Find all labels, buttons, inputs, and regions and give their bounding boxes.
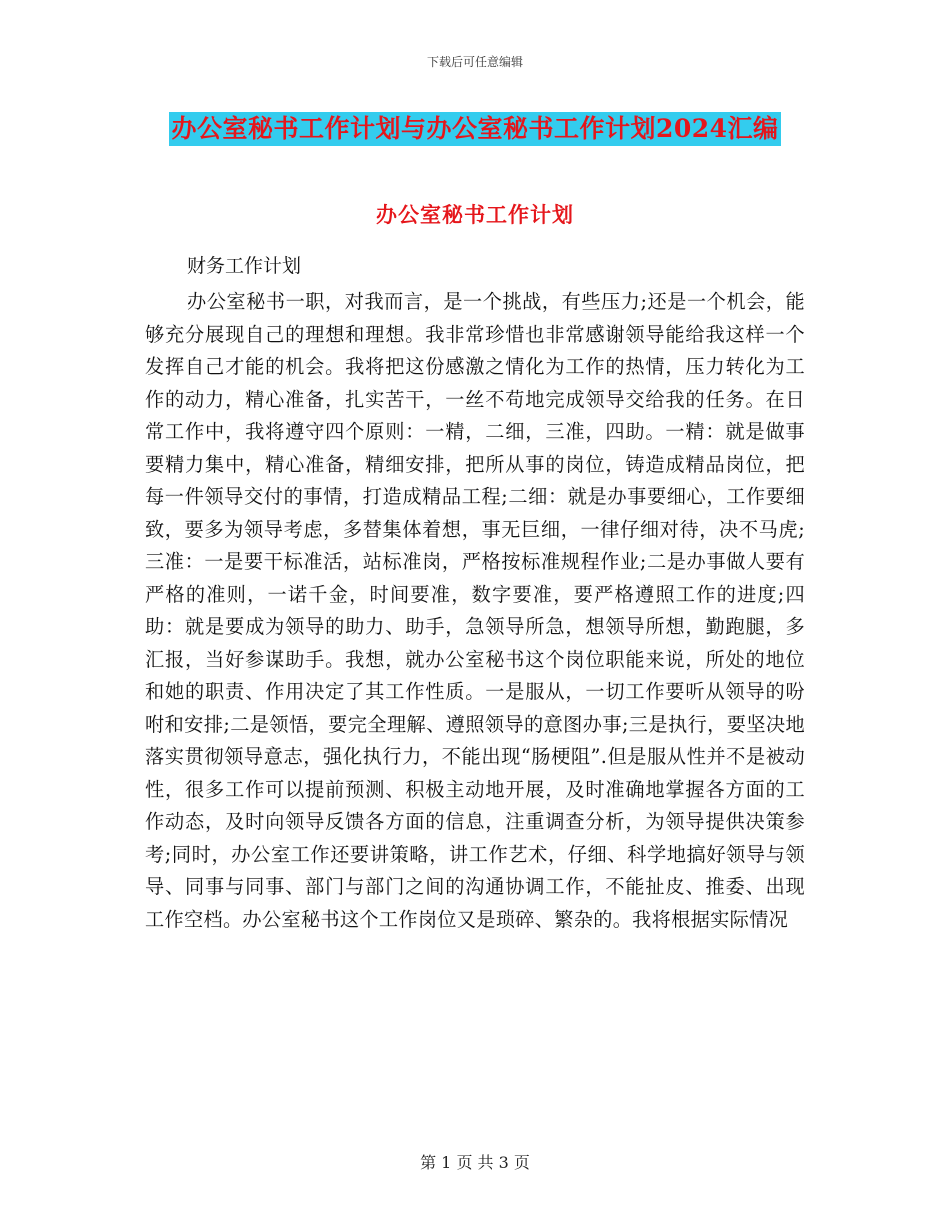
document-title-container	[0, 112, 950, 146]
page-number-footer: 第 1 页 共 3 页	[420, 1153, 530, 1172]
page-header-note: 下载后可任意编辑	[426, 55, 523, 69]
section-title: 办公室秘书工作计划	[376, 202, 574, 227]
document-title: 办公室秘书工作计划与办公室秘书工作计划2024汇编	[169, 112, 780, 146]
subheading: 财务工作计划	[187, 255, 302, 277]
body-paragraph: 办公室秘书一职，对我而言，是一个挑战，有些压力;还是一个机会，能够充分展现自己的理想和理想。我非常珍惜也非常感谢领导能给我这样一个发挥自己才能的机会。我将把这份感激之情化为工作的热情，压力转化为工作的动力，精心准备，扎实苦干，一丝不苟地完成领导交给我的任务。在日常工作中，我将遵守四个原则：一精，二细，三准，四助。一精：就是做事要精力集中，精心准备，精细安排，把所从事的岗位，铸造成精品岗位，把每一件领导交付的事情，打造成精品工程;二细：就是办事要细心，工作要细致，要多为领导考虑，多替集体着想，事无巨细，一律仔细对待，决不马虎;三准：一是要干标准活，站标准岗，严格按标准规程作业;二是办事做人要有严格的准则，一诺千金，时间要准，数字要准，要严格遵照工作的进度;四助：就是要成为领导的助力、助手，急领导所急，想领导所想，勤跑腿，多汇报，当好参谋助手。我想，就办公室秘书这个岗位职能来说，所处的地位和她的职责、作用决定了其工作性质。一是服从，一切工作要听从领导的吩咐和安排;二是领悟，要完全理解、遵照领导的意图办事;三是执行，要坚决地落实贯彻领导意志，强化执行力，不能出现“肠梗阻”.但是服从性并不是被动性，很多工作可以提前预测、积极主动地开展，及时准确地掌握各方面的工作动态，及时向领导反馈各方面的信息，注重调查分析，为领导提供决策参考;同时，办公室工作还要讲策略，讲工作艺术，仔细、科学地搞好领导与领导、同事与同事、部门与部门之间的沟通协调工作，不能扯皮、推委、出现工作空档。办公室秘书这个工作岗位又是琐碎、繁杂的。我将根据实际情况	[145, 290, 805, 931]
